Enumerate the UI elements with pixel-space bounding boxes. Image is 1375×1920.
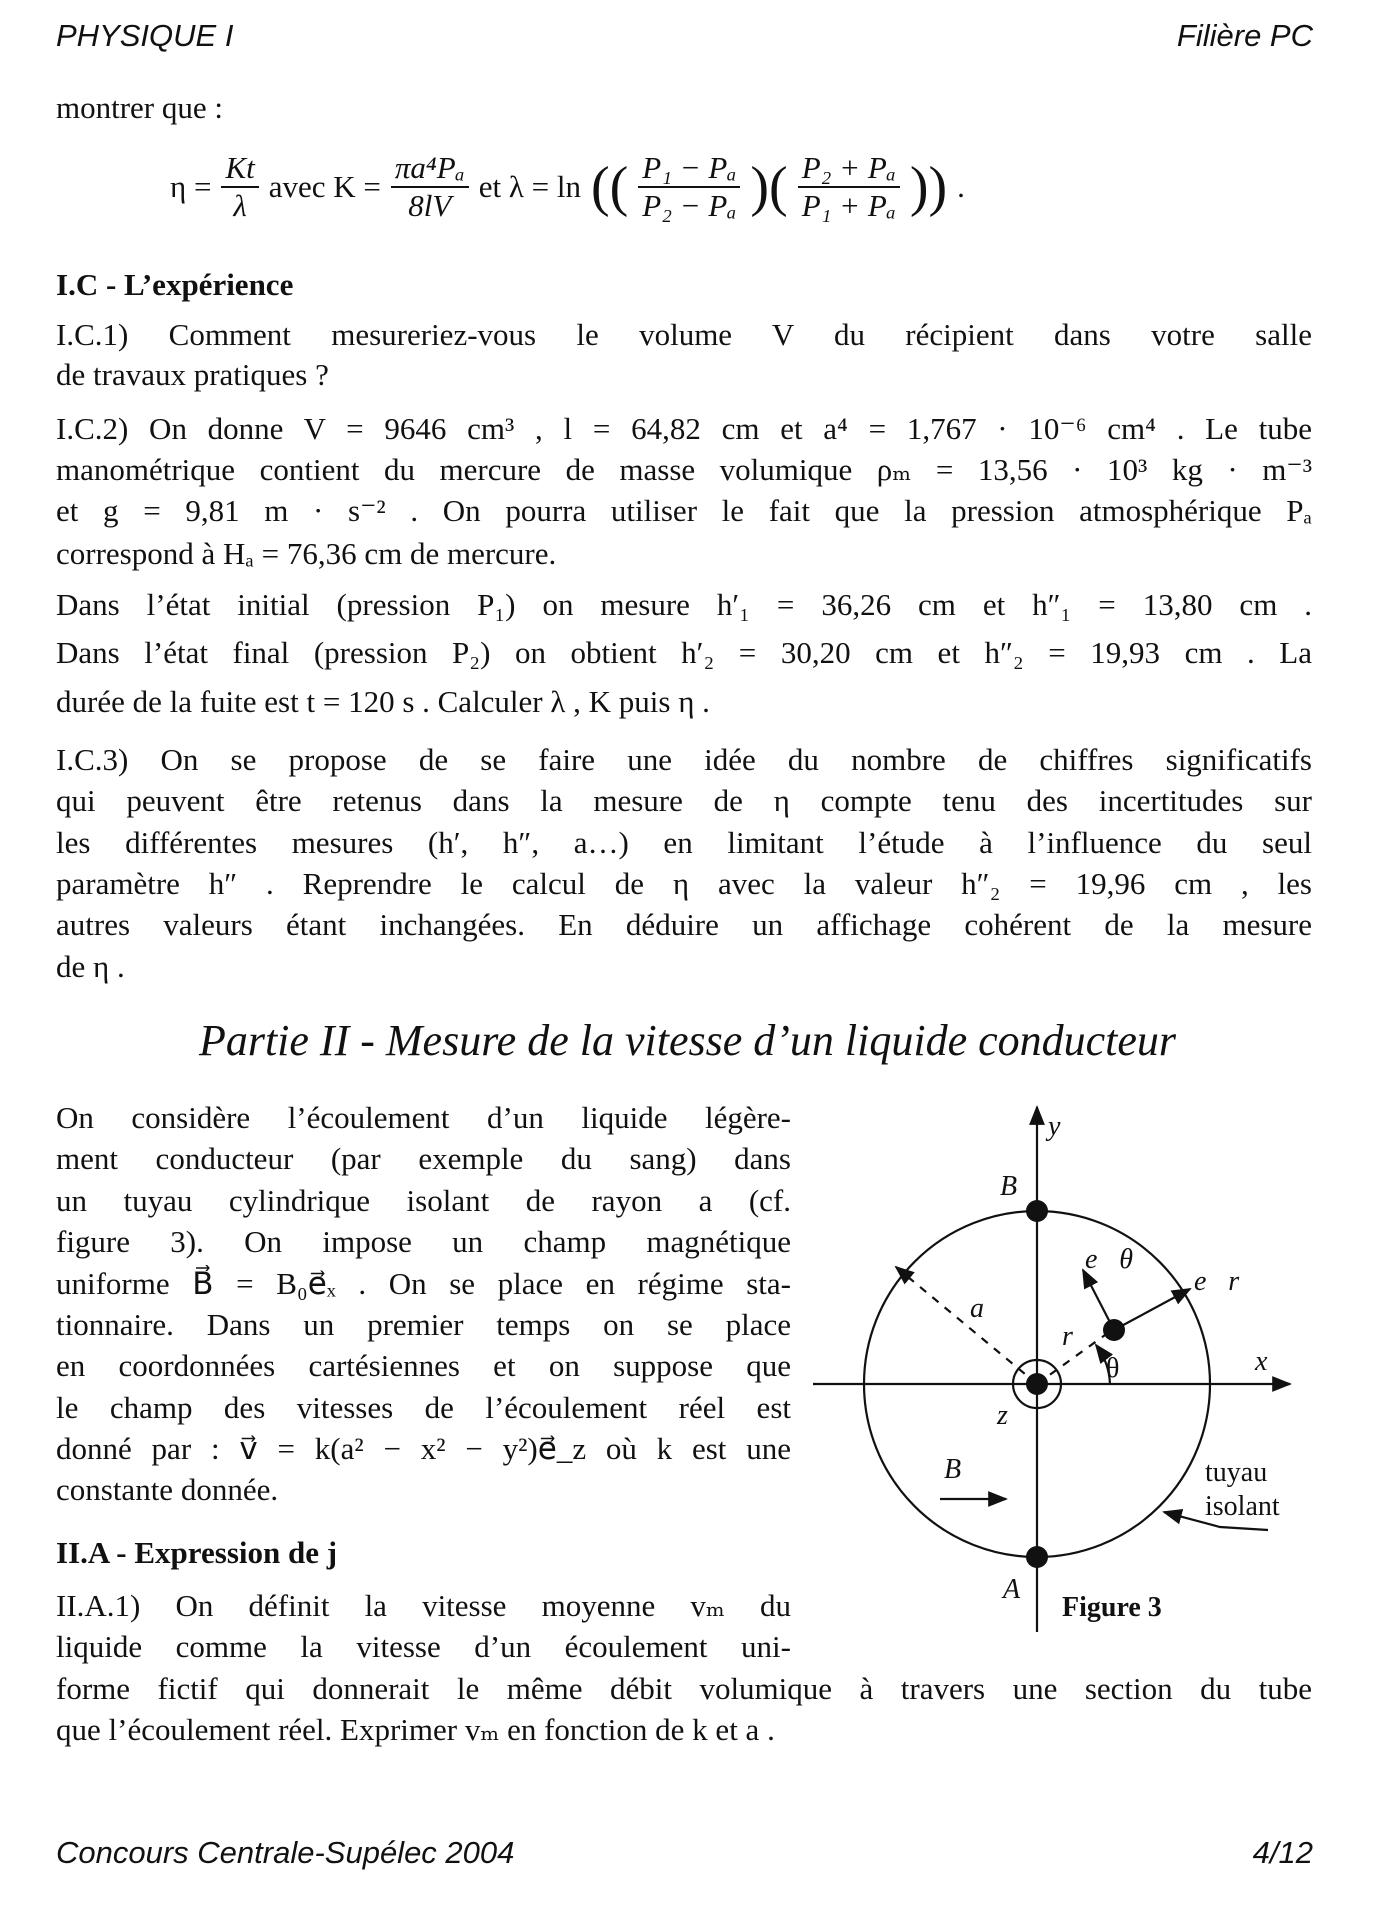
text-line: Dans l’état initial (pression P₁) on mesure h′₁ = 36,26 cm et h″₁ = 13,80 cm . (56, 587, 1312, 622)
radius-r (1037, 1330, 1112, 1384)
label-z: z (997, 1400, 1008, 1431)
part-title: Partie II - Mesure de la vitesse d’un liquide conducteur (198, 1016, 1177, 1065)
footer-right: 4/12 (1252, 1835, 1313, 1870)
text-line: de travaux pratiques ? (56, 357, 329, 392)
formula-eta: η = (170, 169, 212, 204)
numerator: Kt (221, 150, 258, 188)
text-line: le champ des vitesses de l’écoulement réel est (56, 1390, 791, 1425)
fraction-2 (798, 150, 900, 224)
text-line: correspond à Hₐ = 76,36 cm de mercure. (56, 536, 557, 571)
point-b (1026, 1200, 1048, 1222)
text-line: Dans l’état final (pression P₂) on obtient h′₂ = 30,20 cm et h″₂ = 19,93 cm . La (56, 635, 1312, 670)
text-line: de η . (56, 949, 125, 984)
denominator: λ (233, 188, 247, 223)
label-b: B (1000, 1171, 1018, 1202)
fraction-eta (221, 150, 258, 224)
text-line: I.C.2) On donne V = 9646 cm³ , l = 64,82 cm et a⁴ = 1,767 · 10⁻⁶ cm⁴ . Le tube (56, 411, 1312, 446)
numerator: P₂ + Pₐ (798, 150, 900, 188)
label-pipe-2: isolant (1205, 1491, 1280, 1522)
formula-et: et λ = ln (478, 169, 581, 204)
theta-arc (1096, 1345, 1110, 1384)
text-line: liquide comme la vitesse d’un écoulement uni- (56, 1629, 791, 1664)
text-line: durée de la fuite est t = 120 s . Calculer λ , K puis η . (56, 684, 710, 719)
label-a-radius: a (970, 1293, 984, 1324)
text-line: manométrique contient du mercure de masse volumique ρₘ = 13,56 · 10³ kg · m⁻³ (56, 452, 1312, 487)
fraction-k (391, 150, 469, 224)
text-line: forme fictif qui donnerait le même débit volumique à travers une section du tube (56, 1671, 1312, 1706)
z-axis-symbol (1013, 1360, 1061, 1408)
e-r-arrow (1114, 1289, 1190, 1330)
label-y: y (1048, 1111, 1061, 1142)
point-m (1103, 1319, 1125, 1341)
text-line: figure 3). On impose un champ magnétique (56, 1224, 791, 1259)
formula-avec: avec K = (268, 169, 381, 204)
figure-caption: Figure 3 (1062, 1592, 1162, 1623)
paren: )( (750, 156, 788, 218)
text-line: les différentes mesures (h′, h″, a…) en limitant l’étude à l’influence du seul (56, 825, 1312, 860)
paren: (( (590, 156, 629, 218)
footer-left: Concours Centrale-Supélec 2004 (56, 1835, 515, 1870)
text-line: qui peuvent être retenus dans la mesure de η compte tenu des incertitudes sur (56, 783, 1312, 818)
header-right: Filière PC (1176, 18, 1313, 53)
formula-end: . (957, 169, 965, 204)
fraction-1 (638, 150, 740, 224)
text-line: On considère l’écoulement d’un liquide légère- (56, 1100, 791, 1135)
center-point (1026, 1373, 1048, 1395)
label-e-r: e⃗r (1194, 1266, 1240, 1297)
label-b-field: B⃗ (944, 1454, 983, 1485)
text-line: I.C.3) On se propose de se faire une idée du nombre de chiffres significatifs (56, 742, 1312, 777)
text-line: et g = 9,81 m · s⁻² . On pourra utiliser le fait que la pression atmosphérique Pₐ (56, 493, 1312, 528)
text-line: paramètre h″ . Reprendre le calcul de η avec la valeur h″₂ = 19,96 cm , les (56, 866, 1312, 901)
text-line: I.C.1) Comment mesureriez-vous le volume V du récipient dans votre salle (56, 317, 1312, 352)
text-line: donné par : v⃗ = k(a² − x² − y²)e⃗_z où k est une (56, 1431, 791, 1466)
label-x: x (1255, 1346, 1268, 1377)
label-theta: θ (1106, 1353, 1120, 1384)
formula (170, 150, 965, 224)
text-line: en coordonnées cartésiennes et on suppose que (56, 1348, 791, 1383)
point-a (1026, 1546, 1048, 1568)
text-line: II.A.1) On définit la vitesse moyenne vₘ du (56, 1588, 791, 1623)
paren: )) (909, 156, 948, 218)
denominator: P₂ − Pₐ (642, 188, 737, 223)
label-e-theta: e⃗θ (1085, 1244, 1133, 1275)
pipe-leader-arrow (1164, 1512, 1268, 1530)
label-pipe-1: tuyau (1205, 1457, 1268, 1488)
label-a-point: A (1003, 1574, 1021, 1605)
denominator: 8lV (408, 188, 452, 223)
section-heading-iia: II.A - Expression de j⃗ (56, 1535, 362, 1570)
label-r: r (1062, 1321, 1073, 1352)
text-line: un tuyau cylindrique isolant de rayon a (cf. (56, 1183, 791, 1218)
radius-a (896, 1267, 1037, 1384)
numerator: P₁ − Pₐ (638, 150, 740, 188)
numerator: πa⁴Pₐ (391, 150, 469, 188)
header-left: PHYSIQUE I (56, 18, 234, 53)
text-line: ment conducteur (par exemple du sang) dans (56, 1141, 791, 1176)
text-line: que l’écoulement réel. Exprimer vₘ en fonction de k et a . (56, 1712, 775, 1747)
text-line: autres valeurs étant inchangées. En déduire un affichage cohérent de la mesure (56, 907, 1312, 942)
intro-text: montrer que : (56, 90, 224, 125)
denominator: P₁ + Pₐ (801, 188, 896, 223)
text-line: tionnaire. Dans un premier temps on se place (56, 1307, 791, 1342)
text-line: constante donnée. (56, 1472, 279, 1507)
pipe-circle (864, 1211, 1210, 1557)
text-line: uniforme B⃗ = B₀e⃗ₓ . On se place en régime sta- (56, 1266, 791, 1301)
section-heading-ic: I.C - L’expérience (56, 267, 294, 302)
e-theta-arrow (1083, 1270, 1114, 1330)
